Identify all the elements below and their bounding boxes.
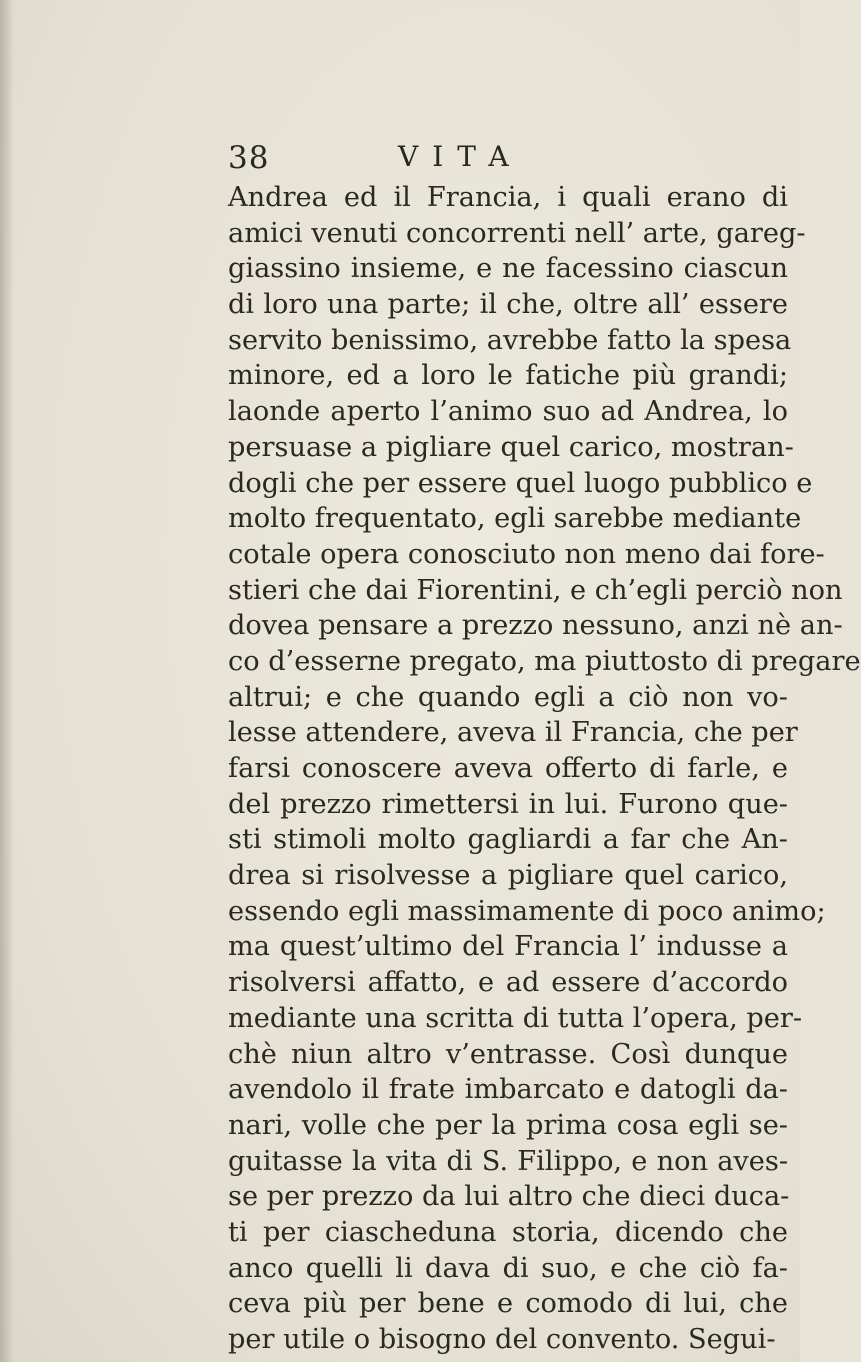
text-line: cotale opera conosciuto non meno dai fore- xyxy=(228,538,825,570)
page-header xyxy=(228,140,788,180)
text-line: dogli che per essere quel luogo pubblico e xyxy=(228,467,813,499)
page-gutter-shadow xyxy=(0,0,14,1362)
text-line: sti stimoli molto gagliardi a far che An- xyxy=(228,824,788,856)
text-line: altrui; e che quando egli a ciò non vo- xyxy=(228,681,788,713)
text-line: anco quelli li dava di suo, e che ciò fa- xyxy=(228,1252,788,1284)
body-text xyxy=(228,180,861,1358)
text-line: molto frequentato, egli sarebbe mediante xyxy=(228,503,802,535)
text-line: nari, volle che per la prima cosa egli se- xyxy=(228,1109,788,1141)
text-line: avendolo il frate imbarcato e datogli da- xyxy=(228,1074,788,1106)
text-line: minore, ed a loro le fatiche più grandi; xyxy=(228,360,788,392)
text-line: lesse attendere, aveva il Francia, che per xyxy=(228,717,798,749)
text-line: per utile o bisogno del convento. Segui- xyxy=(228,1324,776,1355)
text-line: dovea pensare a prezzo nessuno, anzi nè an- xyxy=(228,610,843,642)
page-number: 38 xyxy=(228,140,270,176)
text-line: persuase a pigliare quel carico, mostran- xyxy=(228,431,794,463)
text-line: se per prezzo da lui altro che dieci duca- xyxy=(228,1181,790,1213)
text-line: giassino insieme, e ne facessino ciascun xyxy=(228,253,788,285)
text-line: laonde aperto l’animo suo ad Andrea, lo xyxy=(228,396,788,428)
text-line: guitasse la vita di S. Filippo, e non aves- xyxy=(228,1145,788,1177)
text-line: del prezzo rimettersi in lui. Furono que- xyxy=(228,788,788,820)
text-line: ma quest’ultimo del Francia l’ indusse a xyxy=(228,931,788,963)
running-head: VITA xyxy=(398,140,523,173)
text-line: chè niun altro v’entrasse. Così dunque xyxy=(228,1038,788,1070)
text-line: drea si risolvesse a pigliare quel carico, xyxy=(228,860,788,892)
text-line: Andrea ed il Francia, i quali erano di xyxy=(228,182,788,213)
text-line: risolversi affatto, e ad essere d’accordo xyxy=(228,967,788,999)
text-line: ti per ciascheduna storia, dicendo che xyxy=(228,1216,788,1248)
text-line: stieri che dai Fiorentini, e ch’egli perciò non xyxy=(228,574,843,606)
text-line: essendo egli massimamente di poco animo; xyxy=(228,895,826,927)
text-line: amici venuti concorrenti nell’ arte, gareg- xyxy=(228,217,806,249)
text-line: mediante una scritta di tutta l’opera, per- xyxy=(228,1002,803,1034)
text-line: farsi conoscere aveva offerto di farle, e xyxy=(228,753,788,784)
text-line: servito benissimo, avrebbe fatto la spesa xyxy=(228,324,792,356)
text-line: co d’esserne pregato, ma piuttosto di pregare xyxy=(228,645,861,677)
text-line: di loro una parte; il che, oltre all’ essere xyxy=(228,289,788,321)
text-line: ceva più per bene e comodo di lui, che xyxy=(228,1288,788,1320)
